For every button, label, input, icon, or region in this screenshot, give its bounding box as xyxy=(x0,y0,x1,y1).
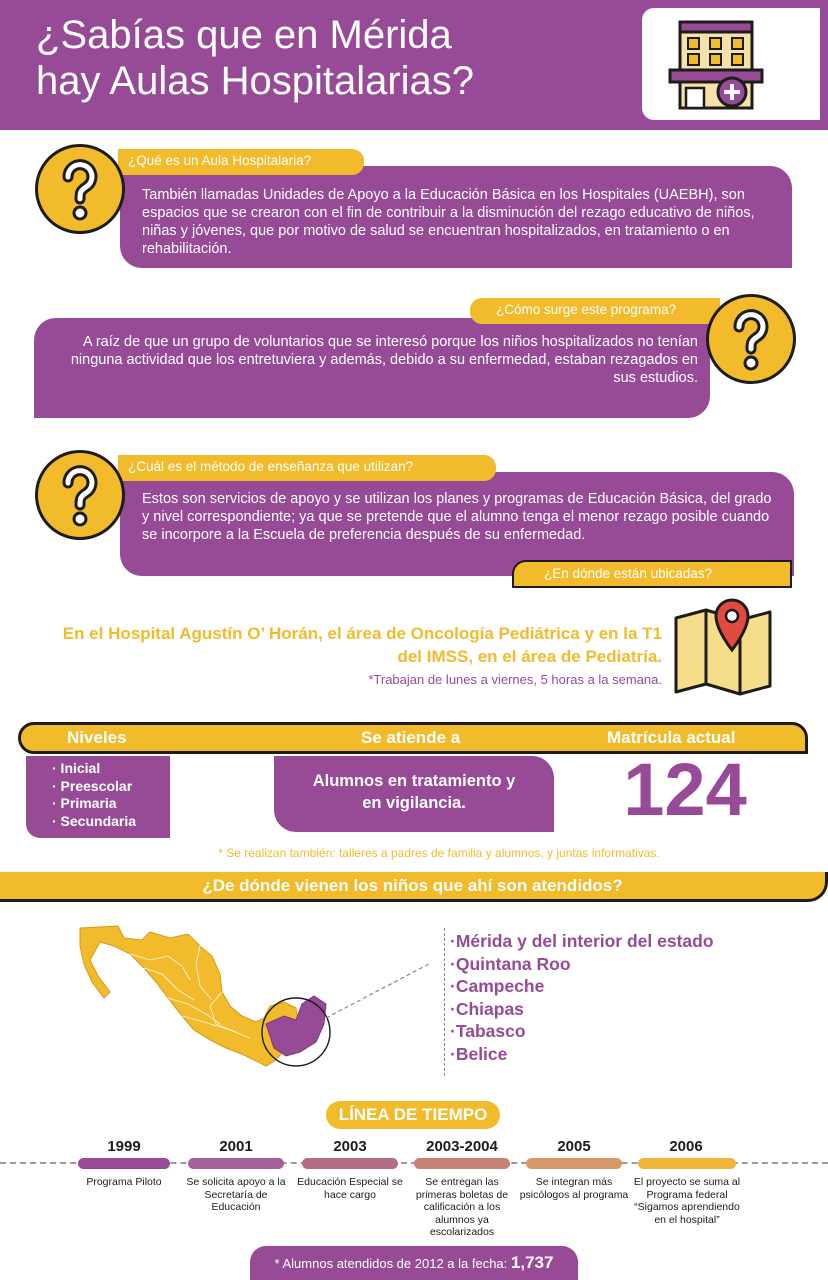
location-note: *Trabajan de lunes a viernes, 5 horas a la semana. xyxy=(368,672,662,687)
question-mark-icon xyxy=(35,144,125,234)
list-item: · Secundaria xyxy=(52,812,137,829)
list-item: · Preescolar xyxy=(52,777,133,794)
timeline-description: Programa Piloto xyxy=(86,1176,162,1188)
timeline-description: Se integran más psicólogos al programa xyxy=(519,1176,629,1201)
question-mark-icon xyxy=(706,294,796,384)
hospital-icon xyxy=(668,18,764,112)
list-item: · Inicial xyxy=(52,760,101,776)
timeline-description: Educación Especial se hace cargo xyxy=(297,1176,403,1201)
origin-places-list xyxy=(450,930,790,1066)
timeline-segment xyxy=(302,1158,398,1169)
answer-box-method: Estos son servicios de apoyo y se utilizan los planes y programas de Educación Básica, del grado y nivel correspondiente; ya que se pretende que el alumno tenga el menor rezago posible cuando se incorpore a la Escuela de preferencia después de su enfermedad. xyxy=(120,472,794,576)
timeline-segment xyxy=(78,1158,170,1169)
answer-box-origin: A raíz de que un grupo de voluntarios que se interesó porque los niños hospitalizados no tenían ninguna actividad que los entretuviera y además, debido a su enfermedad, estaban rezagados en sus estudios. xyxy=(34,318,710,418)
timeline-segment xyxy=(414,1158,510,1169)
timeline-year: 2003 xyxy=(333,1138,367,1155)
timeline-year: 2005 xyxy=(557,1138,591,1155)
mexico-map xyxy=(70,920,430,1085)
question-mark-icon xyxy=(35,450,125,540)
timeline-description: Se entregan las primeras boletas de calificación a los alumnos ya escolarizados xyxy=(415,1176,509,1238)
list-item: · Primaria xyxy=(52,795,117,811)
page-title xyxy=(36,12,636,104)
list-item: ·Mérida y del interior del estado xyxy=(450,931,714,951)
list-item: ·Chiapas xyxy=(450,998,524,1019)
timeline-year: 2006 xyxy=(669,1138,703,1155)
enrollment-heading: Matrícula actual xyxy=(607,728,736,747)
levels-list xyxy=(26,756,170,838)
list-item: ·Tabasco xyxy=(450,1021,526,1042)
timeline-segment xyxy=(188,1158,284,1169)
timeline-year: 2003-2004 xyxy=(426,1138,498,1155)
list-item: ·Belice xyxy=(450,1043,508,1064)
timeline-year: 2001 xyxy=(219,1138,253,1155)
attends-text: Alumnos en tratamiento y en vigilancia. xyxy=(312,772,516,812)
list-item: ·Quintana Roo xyxy=(450,953,571,974)
attends-box xyxy=(274,756,554,832)
timeline-segment xyxy=(526,1158,622,1169)
question-label-origin: ¿Cómo surge este programa? xyxy=(470,298,720,324)
total-students-box xyxy=(250,1246,578,1280)
timeline-title: LÍNEA DE TIEMPO xyxy=(326,1101,500,1129)
levels-heading: Niveles xyxy=(67,728,127,747)
levels-note-text: * Se realizan también: talleres a padres de familia y alumnos, y juntas informativas. xyxy=(218,846,660,860)
page-title-line-1: ¿Sabías que en Mérida xyxy=(36,13,452,57)
timeline-description: Se solicita apoyo a la Secretaría de Educación xyxy=(186,1176,286,1213)
list-item: ·Campeche xyxy=(450,976,545,997)
map-pin-icon xyxy=(670,596,776,696)
question-label-what: ¿Qué es un Aula Hospitalaria? xyxy=(118,149,364,175)
timeline-description: El proyecto se suma al Programa federal “Sigamos aprendiendo en el hospital” xyxy=(633,1176,741,1226)
attends-heading: Se atiende a xyxy=(361,728,461,747)
levels-note xyxy=(0,846,828,860)
question-label-method: ¿Cuál es el método de enseñanza que utilizan? xyxy=(118,455,496,481)
page-title-line-2: hay Aulas Hospitalarias? xyxy=(36,59,475,103)
total-students-label: * Alumnos atendidos de 2012 a la fecha: xyxy=(274,1256,508,1271)
answer-box-what: También llamadas Unidades de Apoyo a la Educación Básica en los Hospitales (UAEBH), son espacios que se crearon con el fin de contribuir a la disminución del rezago educativo de niños, niñas y jóvenes, que por motivo de salud se encuentran hospitalizados, en tratamiento o en rehabilitación. xyxy=(120,166,792,268)
origin-title: ¿De dónde vienen los niños que ahí son atendidos? xyxy=(0,872,828,902)
enrollment-number: 124 xyxy=(623,748,747,831)
question-label-where: ¿En dónde están ubicadas? xyxy=(512,560,792,588)
timeline-segment xyxy=(638,1158,736,1169)
total-students-value: 1,737 xyxy=(510,1253,554,1272)
location-text: En el Hospital Agustín O’ Horán, el área de Oncología Pediátrica y en la T1 del IMSS, en el área de Pediatría. xyxy=(62,624,662,666)
timeline-year: 1999 xyxy=(107,1138,141,1155)
